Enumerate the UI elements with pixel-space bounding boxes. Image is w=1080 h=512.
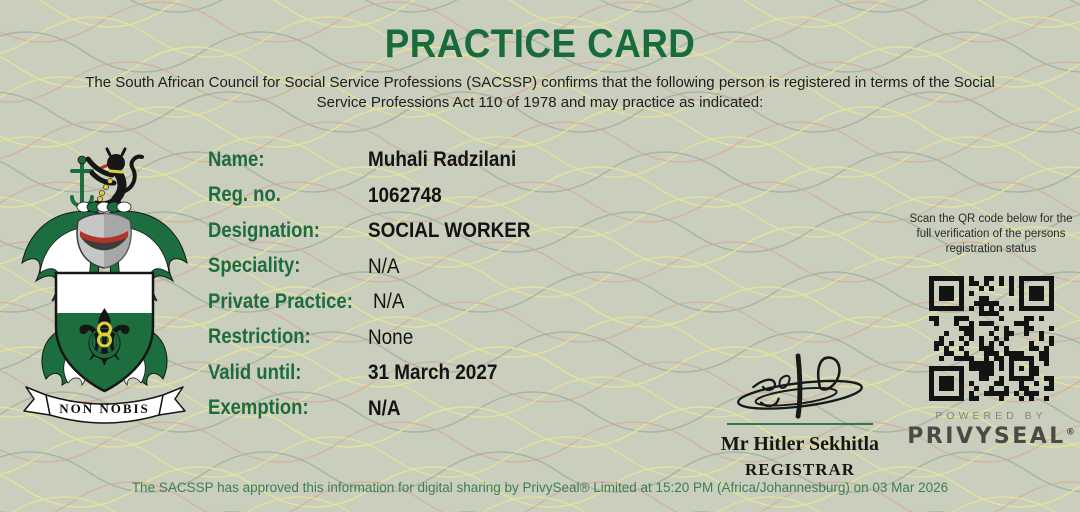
signature-icon bbox=[716, 352, 884, 422]
field-row bbox=[208, 249, 678, 285]
field-value: 1062748 bbox=[368, 182, 442, 207]
field-value: SOCIAL WORKER bbox=[368, 218, 531, 243]
coat-of-arms-icon bbox=[12, 141, 197, 431]
field-row bbox=[208, 391, 678, 427]
signature-block bbox=[700, 352, 900, 480]
field-value: N/A bbox=[368, 253, 400, 278]
privyseal-wordmark: PRIVYSEAL bbox=[907, 423, 1066, 449]
field-label: Reg. no. bbox=[208, 183, 281, 207]
field-value: Muhali Radzilani bbox=[368, 147, 517, 172]
registrar-title: REGISTRAR bbox=[744, 460, 856, 479]
field-label: Speciality: bbox=[208, 254, 301, 278]
field-label: Designation: bbox=[208, 218, 320, 242]
field-label: Private Practice: bbox=[208, 289, 353, 313]
motto-ribbon bbox=[24, 387, 185, 423]
signature-underline bbox=[727, 423, 873, 425]
field-row bbox=[208, 178, 678, 214]
registered-mark: ® bbox=[1065, 427, 1075, 438]
field-value: 31 March 2027 bbox=[368, 360, 498, 385]
fields-list bbox=[208, 142, 678, 426]
qr-code bbox=[929, 276, 1054, 401]
field-row bbox=[208, 320, 678, 356]
motto-text: NON NOBIS bbox=[59, 401, 150, 416]
fleur-de-lis-icon: ⚜ bbox=[69, 294, 140, 384]
qr-section bbox=[903, 212, 1079, 449]
powered-by-label: POWERED BY bbox=[935, 409, 1047, 422]
field-value: N/A bbox=[368, 395, 401, 420]
field-row bbox=[208, 355, 678, 391]
registrar-name: Mr Hitler Sekhitla bbox=[720, 433, 880, 455]
subtitle bbox=[25, 73, 1055, 114]
qr-instruction: Scan the QR code below for the full verification of the persons registration status bbox=[909, 213, 1073, 255]
field-value: N/A bbox=[372, 289, 405, 314]
field-label: Exemption: bbox=[208, 396, 309, 420]
field-row bbox=[208, 284, 678, 320]
field-label: Restriction: bbox=[208, 325, 311, 349]
lion-icon bbox=[88, 149, 142, 207]
field-label: Name: bbox=[208, 147, 265, 171]
footer-note: The SACSSP has approved this information for digital sharing by PrivySeal® Limited at 15:20 PM (Africa/Johannesburg) on 03 Mar 2026 bbox=[131, 480, 949, 495]
subtitle-line2: Service Professions Act 110 of 1978 and may practice as indicated: bbox=[316, 94, 764, 112]
field-label: Valid until: bbox=[208, 360, 302, 384]
field-row bbox=[208, 142, 678, 178]
page-title: PRACTICE CARD bbox=[384, 22, 696, 66]
subtitle-line1: The South African Council for Social Service Professions (SACSSP) confirms that the following person is registered in terms of the Social bbox=[85, 74, 995, 91]
torse-icon bbox=[77, 202, 131, 212]
shield-icon bbox=[56, 273, 153, 391]
field-value: None bbox=[368, 324, 414, 349]
field-row bbox=[208, 213, 678, 249]
privyseal-logo bbox=[903, 424, 1079, 449]
